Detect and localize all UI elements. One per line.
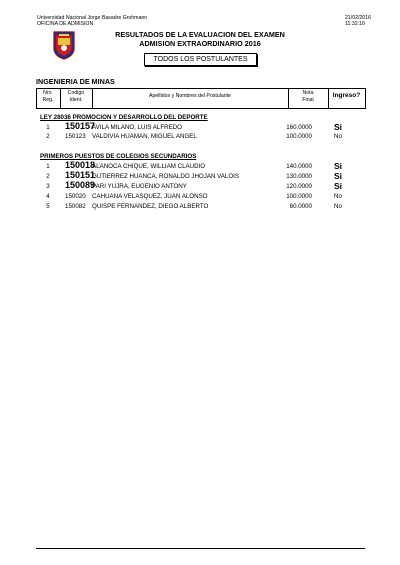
col-header-name: Apellidos y Nombres del Postulante: [149, 93, 231, 99]
report-date: 21/02/2016: [345, 15, 371, 21]
col-header-nota: Nota Final: [302, 90, 314, 103]
col-header-ingreso: Ingreso?: [332, 92, 361, 99]
datetime-block: [345, 15, 371, 27]
table-row: 4 150020 CAHUANA VELASQUEZ, JUAN ALONSO 100.0000 No: [46, 193, 342, 200]
university-name: Universidad Nacional Jorge Basadre Grohmann: [37, 15, 148, 21]
section-title-deporte: LEY 28036 PROMOCION Y DESARROLLO DEL DEPORTE: [40, 114, 208, 121]
col-header-nro: Nro. Reg.: [42, 90, 54, 103]
institution-block: [37, 15, 147, 27]
col-header-code: Codigo Ident.: [67, 90, 85, 103]
report-time: 11:32:10: [345, 21, 365, 27]
report-title-line2: ADMISION EXTRAORDINARIO 2016: [139, 39, 261, 48]
table-header-top-line: [36, 88, 365, 89]
table-header-bottom-line: [36, 108, 365, 109]
table-row: 3 150089 PARI YUJRA, EUGENIO ANTONY 120.0000 Si: [46, 180, 343, 191]
career-title: INGENIERIA DE MINAS: [36, 77, 115, 86]
table-row: 2 150123 VALDIVIA HUAMAN, MIGUEL ANGEL 100.0000 No: [46, 133, 342, 140]
table-border-right: [365, 88, 366, 109]
table-row: 5 150082 QUISPE FERNANDEZ, DIEGO ALBERTO 60.0000 No: [46, 203, 342, 210]
table-row: 2 150151 GUTIERREZ HUANCA, RONALDO JHOJAN VALOIS 130.0000 Si: [46, 170, 343, 181]
footer-divider: [36, 548, 365, 549]
table-row: 1 150157 AVILA MILANO, LUIS ALFREDO 160.0000 Si: [46, 121, 343, 132]
section-title-colegios: PRIMEROS PUESTOS DE COLEGIOS SECUNDARIOS: [40, 153, 197, 160]
report-title-line1: RESULTADOS DE LA EVALUACION DEL EXAMEN: [115, 30, 285, 39]
office-name: OFICINA DE ADMISION: [37, 21, 94, 27]
table-row: 1 150018 ALANOCA CHIQUE, WILLIAM CLAUDIO 140.0000 Si: [46, 160, 343, 171]
filter-label-box: TODOS LOS POSTULANTES: [144, 53, 257, 66]
